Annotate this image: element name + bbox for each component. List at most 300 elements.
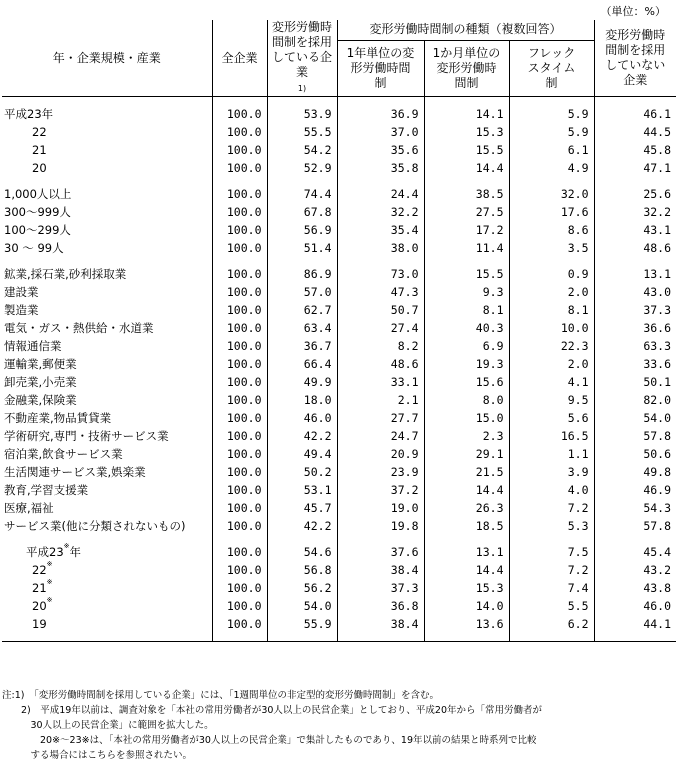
cell-type-month: 6.9 (424, 337, 509, 355)
cell-adopting: 66.4 (267, 355, 337, 373)
row-label (2, 105, 212, 123)
row-label (2, 597, 212, 615)
cell-type-year: 35.6 (337, 141, 424, 159)
notes (2, 688, 676, 763)
cell-type-flex: 4.1 (509, 373, 594, 391)
cell-type-flex: 5.5 (509, 597, 594, 615)
cell-type-year: 37.0 (337, 123, 424, 141)
row-label-mark: ※ (46, 578, 53, 586)
row-label-text: 宿泊業,飲食サービス業 (4, 447, 123, 461)
cell-type-month: 8.0 (424, 391, 509, 409)
row-label (2, 203, 212, 221)
row-label-text: 1,000人以上 (4, 187, 72, 201)
row-label-text: 20 (32, 161, 47, 175)
cell-type-year: 2.1 (337, 391, 424, 409)
header-not-adopting: 変形労働時間制を採用していない企業 (594, 20, 676, 97)
cell-type-flex: 32.0 (509, 185, 594, 203)
cell-type-month: 19.3 (424, 355, 509, 373)
cell-all: 100.0 (212, 221, 267, 239)
cell-type-month: 38.5 (424, 185, 509, 203)
cell-adopting: 49.9 (267, 373, 337, 391)
table-row (2, 355, 676, 373)
spacer-cell (2, 97, 212, 106)
cell-not-adopting: 50.6 (594, 445, 676, 463)
row-label (2, 159, 212, 177)
cell-type-flex: 2.0 (509, 283, 594, 301)
row-label (2, 221, 212, 239)
cell-adopting: 42.2 (267, 517, 337, 535)
row-label-text: 20 (32, 599, 47, 613)
cell-not-adopting: 46.1 (594, 105, 676, 123)
cell-all: 100.0 (212, 123, 267, 141)
row-label (2, 373, 212, 391)
header-adopting (267, 20, 337, 97)
row-label (2, 615, 212, 633)
spacer-cell (337, 257, 424, 265)
row-label-text: 情報通信業 (4, 339, 62, 353)
cell-adopting: 56.9 (267, 221, 337, 239)
header-type-month: 1か月単位の変形労働時間制 (424, 40, 509, 96)
cell-not-adopting: 48.6 (594, 239, 676, 257)
row-label-text: 建設業 (4, 285, 39, 299)
table-row (2, 543, 676, 561)
cell-all: 100.0 (212, 265, 267, 283)
table-row (2, 185, 676, 203)
cell-type-year: 37.6 (337, 543, 424, 561)
cell-type-month: 14.4 (424, 159, 509, 177)
cell-not-adopting: 57.8 (594, 517, 676, 535)
spacer-row (2, 633, 676, 642)
spacer-cell (424, 177, 509, 185)
spacer-row (2, 257, 676, 265)
row-label (2, 337, 212, 355)
cell-type-year: 27.4 (337, 319, 424, 337)
cell-type-month: 29.1 (424, 445, 509, 463)
cell-adopting: 55.5 (267, 123, 337, 141)
spacer-row (2, 97, 676, 106)
cell-all: 100.0 (212, 463, 267, 481)
row-label-text: 平成23 (26, 545, 64, 559)
cell-type-year: 73.0 (337, 265, 424, 283)
cell-type-flex: 16.5 (509, 427, 594, 445)
row-label-text: 22 (32, 563, 47, 577)
spacer-cell (2, 177, 212, 185)
cell-adopting: 54.2 (267, 141, 337, 159)
cell-adopting: 52.9 (267, 159, 337, 177)
cell-adopting: 62.7 (267, 301, 337, 319)
cell-all: 100.0 (212, 615, 267, 633)
cell-not-adopting: 54.3 (594, 499, 676, 517)
note-line: 2) 平成19年以前は、調査対象を「本社の常用労働者が30人以上の民営企業」としており、平成20年から「常用労働者が (2, 705, 543, 716)
table-header (2, 20, 676, 97)
row-label (2, 445, 212, 463)
cell-type-month: 11.4 (424, 239, 509, 257)
table-row (2, 517, 676, 535)
cell-adopting: 63.4 (267, 319, 337, 337)
cell-type-month: 13.6 (424, 615, 509, 633)
note-line: する場合にはこちらを参照されたい。 (2, 750, 193, 761)
cell-type-month: 27.5 (424, 203, 509, 221)
cell-type-flex: 22.3 (509, 337, 594, 355)
cell-all: 100.0 (212, 543, 267, 561)
cell-type-flex: 7.2 (509, 561, 594, 579)
cell-adopting: 86.9 (267, 265, 337, 283)
row-label (2, 355, 212, 373)
cell-type-year: 23.9 (337, 463, 424, 481)
cell-type-flex: 0.9 (509, 265, 594, 283)
row-label-text: 鉱業,採石業,砂利採取業 (4, 267, 127, 281)
spacer-cell (212, 633, 267, 642)
cell-adopting: 57.0 (267, 283, 337, 301)
row-label (2, 283, 212, 301)
table-row (2, 141, 676, 159)
unit-label: （単位：%） (600, 5, 666, 18)
row-label-mark: ※ (46, 596, 53, 604)
cell-type-year: 36.9 (337, 105, 424, 123)
row-label (2, 579, 212, 597)
spacer-cell (594, 97, 676, 106)
spacer-cell (509, 535, 594, 543)
cell-not-adopting: 47.1 (594, 159, 676, 177)
header-row-label: 年・企業規模・産業 (52, 50, 161, 65)
cell-type-month: 15.3 (424, 123, 509, 141)
cell-type-flex: 8.6 (509, 221, 594, 239)
cell-type-month: 14.0 (424, 597, 509, 615)
cell-adopting: 51.4 (267, 239, 337, 257)
row-label-text: 教育,学習支援業 (4, 483, 89, 497)
spacer-cell (267, 535, 337, 543)
cell-not-adopting: 46.0 (594, 597, 676, 615)
cell-not-adopting: 57.8 (594, 427, 676, 445)
header-type-flex: フレックスタイム制 (509, 40, 594, 96)
table-row (2, 301, 676, 319)
cell-type-flex: 1.1 (509, 445, 594, 463)
cell-adopting: 49.4 (267, 445, 337, 463)
cell-all: 100.0 (212, 517, 267, 535)
spacer-cell (424, 257, 509, 265)
spacer-cell (509, 633, 594, 642)
cell-type-month: 13.1 (424, 543, 509, 561)
cell-adopting: 50.2 (267, 463, 337, 481)
cell-all: 100.0 (212, 105, 267, 123)
cell-type-year: 8.2 (337, 337, 424, 355)
cell-type-year: 38.0 (337, 239, 424, 257)
table-row (2, 283, 676, 301)
cell-type-flex: 17.6 (509, 203, 594, 221)
cell-not-adopting: 43.2 (594, 561, 676, 579)
header-all-companies: 全企業 (212, 20, 267, 97)
cell-type-month: 15.3 (424, 579, 509, 597)
row-label-text: 平成23年 (4, 107, 54, 121)
row-label (2, 391, 212, 409)
spacer-cell (594, 177, 676, 185)
cell-all: 100.0 (212, 239, 267, 257)
table-row (2, 105, 676, 123)
cell-type-flex: 5.6 (509, 409, 594, 427)
row-label (2, 481, 212, 499)
cell-adopting: 74.4 (267, 185, 337, 203)
row-label-text: 21 (32, 143, 47, 157)
spacer-cell (594, 633, 676, 642)
table-row (2, 561, 676, 579)
cell-type-year: 32.2 (337, 203, 424, 221)
cell-adopting: 54.6 (267, 543, 337, 561)
spacer-cell (337, 633, 424, 642)
spacer-row (2, 535, 676, 543)
cell-type-year: 19.0 (337, 499, 424, 517)
row-label-text: 学術研究,専門・技術サービス業 (4, 429, 169, 443)
row-label (2, 123, 212, 141)
cell-type-year: 36.8 (337, 597, 424, 615)
cell-type-year: 24.7 (337, 427, 424, 445)
cell-adopting: 56.8 (267, 561, 337, 579)
cell-type-flex: 5.9 (509, 105, 594, 123)
cell-type-flex: 6.1 (509, 141, 594, 159)
row-label-text: サービス業(他に分類されないもの) (4, 519, 186, 533)
cell-type-month: 15.0 (424, 409, 509, 427)
cell-type-month: 21.5 (424, 463, 509, 481)
header-adopting-note: 1) (297, 84, 307, 93)
spacer-cell (212, 535, 267, 543)
spacer-cell (212, 97, 267, 106)
cell-type-month: 14.1 (424, 105, 509, 123)
spacer-cell (267, 633, 337, 642)
row-label-text: 卸売業,小売業 (4, 375, 77, 389)
table-row (2, 373, 676, 391)
cell-type-year: 50.7 (337, 301, 424, 319)
cell-not-adopting: 45.8 (594, 141, 676, 159)
row-label (2, 239, 212, 257)
row-label (2, 265, 212, 283)
cell-not-adopting: 54.0 (594, 409, 676, 427)
cell-not-adopting: 43.1 (594, 221, 676, 239)
row-label-text: 金融業,保険業 (4, 393, 77, 407)
cell-adopting: 36.7 (267, 337, 337, 355)
table-row (2, 427, 676, 445)
cell-adopting: 54.0 (267, 597, 337, 615)
cell-adopting: 67.8 (267, 203, 337, 221)
row-label-mark: ※ (63, 542, 70, 550)
cell-type-flex: 4.0 (509, 481, 594, 499)
spacer-cell (2, 535, 212, 543)
spacer-cell (337, 97, 424, 106)
note-line: 注:1) 「変形労働時間制を採用している企業」には、「1週間単位の非定型的変形労働時間制」を含む。 (2, 690, 439, 701)
row-label-text: 製造業 (4, 303, 39, 317)
cell-all: 100.0 (212, 579, 267, 597)
cell-not-adopting: 44.5 (594, 123, 676, 141)
row-label-text: 22 (32, 125, 47, 139)
row-label-text: 300～999人 (4, 205, 71, 219)
row-label-suffix: 年 (69, 545, 82, 559)
cell-adopting: 46.0 (267, 409, 337, 427)
table-row (2, 445, 676, 463)
table-row (2, 463, 676, 481)
row-label (2, 319, 212, 337)
spacer-cell (509, 97, 594, 106)
header-adopting-text: 変形労働時間制を採用している企業 (271, 20, 332, 79)
cell-type-flex: 3.5 (509, 239, 594, 257)
spacer-cell (424, 97, 509, 106)
spacer-cell (2, 257, 212, 265)
cell-all: 100.0 (212, 159, 267, 177)
cell-not-adopting: 82.0 (594, 391, 676, 409)
cell-type-year: 33.1 (337, 373, 424, 391)
spacer-row (2, 177, 676, 185)
spacer-cell (212, 177, 267, 185)
cell-all: 100.0 (212, 283, 267, 301)
cell-type-year: 38.4 (337, 615, 424, 633)
cell-type-year: 37.3 (337, 579, 424, 597)
cell-type-month: 15.5 (424, 265, 509, 283)
cell-type-flex: 7.2 (509, 499, 594, 517)
row-label-text: 21 (32, 581, 47, 595)
table-row (2, 597, 676, 615)
spacer-cell (424, 633, 509, 642)
spacer-cell (337, 177, 424, 185)
table-row (2, 319, 676, 337)
cell-not-adopting: 46.9 (594, 481, 676, 499)
spacer-cell (509, 177, 594, 185)
cell-adopting: 55.9 (267, 615, 337, 633)
spacer-cell (267, 97, 337, 106)
cell-type-month: 17.2 (424, 221, 509, 239)
row-label-text: 19 (32, 617, 47, 631)
cell-type-year: 35.4 (337, 221, 424, 239)
table-row (2, 615, 676, 633)
cell-type-month: 40.3 (424, 319, 509, 337)
cell-type-month: 8.1 (424, 301, 509, 319)
table-row (2, 203, 676, 221)
cell-type-flex: 2.0 (509, 355, 594, 373)
cell-all: 100.0 (212, 337, 267, 355)
cell-type-month: 15.5 (424, 141, 509, 159)
table-row (2, 499, 676, 517)
note-line: 20※～23※は、「本社の常用労働者が30人以上の民営企業」で集計したものであり、19年以前の結果と時系列で比較 (2, 735, 537, 746)
cell-not-adopting: 36.6 (594, 319, 676, 337)
cell-adopting: 53.1 (267, 481, 337, 499)
row-label-text: 電気・ガス・熱供給・水道業 (4, 321, 154, 335)
row-label-text: 生活関連サービス業,娯楽業 (4, 465, 146, 479)
cell-type-year: 20.9 (337, 445, 424, 463)
cell-type-month: 18.5 (424, 517, 509, 535)
row-label (2, 499, 212, 517)
row-label (2, 185, 212, 203)
cell-type-year: 35.8 (337, 159, 424, 177)
table-row (2, 337, 676, 355)
cell-adopting: 56.2 (267, 579, 337, 597)
cell-not-adopting: 49.8 (594, 463, 676, 481)
row-label-text: 100～299人 (4, 223, 71, 237)
cell-adopting: 45.7 (267, 499, 337, 517)
row-label-text: 運輸業,郵便業 (4, 357, 77, 371)
cell-type-flex: 7.4 (509, 579, 594, 597)
cell-type-year: 38.4 (337, 561, 424, 579)
cell-all: 100.0 (212, 445, 267, 463)
cell-type-month: 9.3 (424, 283, 509, 301)
cell-type-year: 48.6 (337, 355, 424, 373)
cell-all: 100.0 (212, 203, 267, 221)
table-row (2, 391, 676, 409)
table-row (2, 239, 676, 257)
cell-not-adopting: 33.6 (594, 355, 676, 373)
cell-type-year: 47.3 (337, 283, 424, 301)
spacer-cell (509, 257, 594, 265)
row-label (2, 463, 212, 481)
note-line: 30人以上の民営企業」に範囲を拡大した。 (2, 720, 214, 731)
row-label-text: 医療,福祉 (4, 501, 54, 515)
cell-type-flex: 7.5 (509, 543, 594, 561)
cell-all: 100.0 (212, 319, 267, 337)
row-label (2, 141, 212, 159)
cell-type-flex: 8.1 (509, 301, 594, 319)
cell-all: 100.0 (212, 141, 267, 159)
cell-type-flex: 6.2 (509, 615, 594, 633)
table-row (2, 123, 676, 141)
cell-all: 100.0 (212, 391, 267, 409)
cell-type-flex: 9.5 (509, 391, 594, 409)
row-label-text: 不動産業,物品賃貸業 (4, 411, 112, 425)
cell-all: 100.0 (212, 409, 267, 427)
row-label (2, 427, 212, 445)
cell-not-adopting: 32.2 (594, 203, 676, 221)
cell-type-year: 19.8 (337, 517, 424, 535)
cell-adopting: 53.9 (267, 105, 337, 123)
table-row (2, 221, 676, 239)
cell-adopting: 18.0 (267, 391, 337, 409)
table-row (2, 409, 676, 427)
spacer-cell (337, 535, 424, 543)
cell-type-year: 27.7 (337, 409, 424, 427)
cell-not-adopting: 13.1 (594, 265, 676, 283)
cell-type-month: 15.6 (424, 373, 509, 391)
cell-type-year: 24.4 (337, 185, 424, 203)
cell-type-month: 14.4 (424, 561, 509, 579)
cell-not-adopting: 37.3 (594, 301, 676, 319)
cell-not-adopting: 63.3 (594, 337, 676, 355)
spacer-cell (594, 535, 676, 543)
cell-all: 100.0 (212, 481, 267, 499)
row-label (2, 409, 212, 427)
spacer-cell (267, 177, 337, 185)
cell-all: 100.0 (212, 373, 267, 391)
spacer-cell (267, 257, 337, 265)
cell-all: 100.0 (212, 355, 267, 373)
spacer-cell (594, 257, 676, 265)
table-row (2, 265, 676, 283)
spacer-cell (212, 257, 267, 265)
cell-all: 100.0 (212, 597, 267, 615)
cell-not-adopting: 45.4 (594, 543, 676, 561)
cell-all: 100.0 (212, 561, 267, 579)
cell-all: 100.0 (212, 499, 267, 517)
spacer-cell (424, 535, 509, 543)
table-row (2, 159, 676, 177)
row-label (2, 561, 212, 579)
row-label-text: 30 ～ 99人 (4, 241, 64, 255)
row-label (2, 301, 212, 319)
cell-type-month: 26.3 (424, 499, 509, 517)
row-label (2, 517, 212, 535)
cell-all: 100.0 (212, 301, 267, 319)
header-type-year: 1年単位の変形労働時間制 (337, 40, 424, 96)
cell-type-flex: 3.9 (509, 463, 594, 481)
row-label-mark: ※ (46, 560, 53, 568)
spacer-cell (2, 633, 212, 642)
table-row (2, 579, 676, 597)
table-row (2, 481, 676, 499)
cell-type-flex: 5.9 (509, 123, 594, 141)
cell-type-flex: 5.3 (509, 517, 594, 535)
